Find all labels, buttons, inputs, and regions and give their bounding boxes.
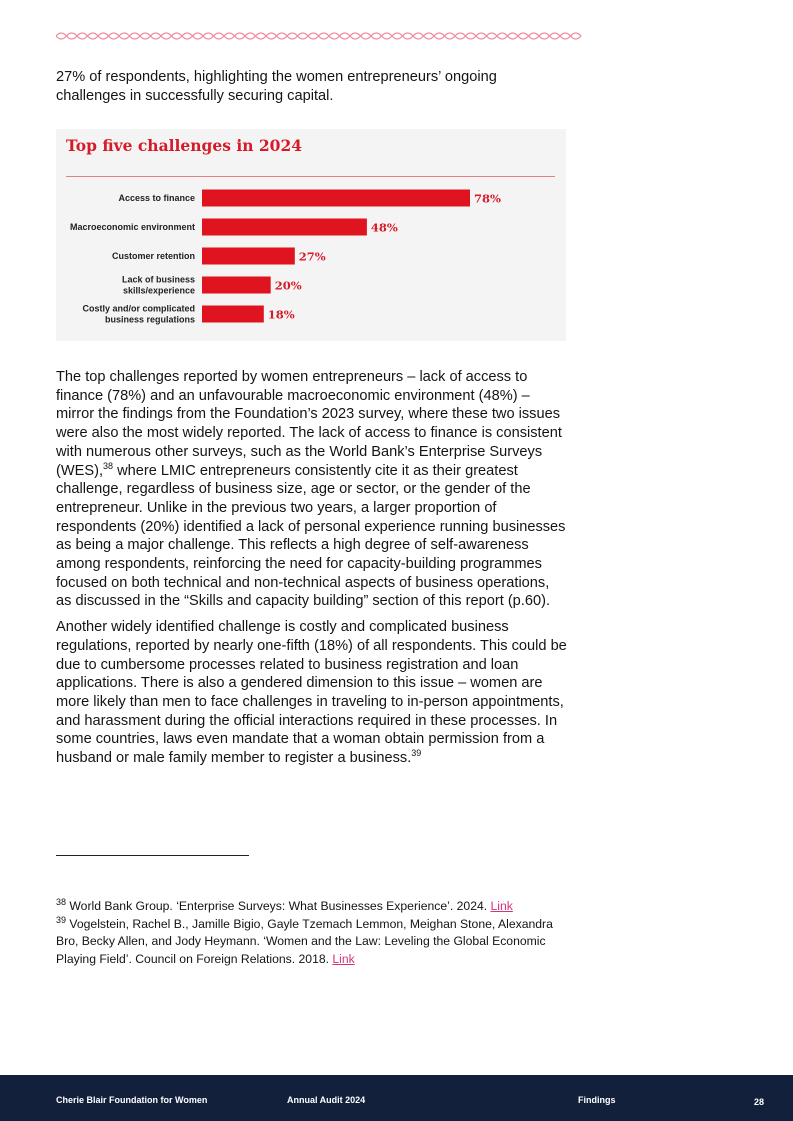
category-label-4-0: Costly and/or complicated xyxy=(82,303,195,314)
footnote-ref-38[interactable]: 38 xyxy=(103,460,114,471)
page-footer xyxy=(0,1075,793,1121)
footer-section: Findings xyxy=(578,1095,616,1105)
footnote-ref-39[interactable]: 39 xyxy=(411,748,422,759)
bar-1 xyxy=(202,219,367,236)
category-label-3-0: Lack of business xyxy=(121,274,195,285)
bar-0 xyxy=(202,190,470,207)
value-label-0: 78% xyxy=(474,191,501,206)
body-paragraph-1 xyxy=(56,368,568,611)
value-label-1: 48% xyxy=(370,220,398,235)
footer-page-number: 28 xyxy=(754,1097,765,1107)
footnote-38 xyxy=(56,898,571,916)
value-label-3: 20% xyxy=(274,278,302,293)
intro-paragraph: 27% of respondents, highlighting the women entrepreneurs’ ongoing challenges in successfully securing capital. xyxy=(56,69,497,104)
category-label-4-1: business regulations xyxy=(104,314,195,325)
footnote-number-38: 38 xyxy=(56,896,67,907)
footnote-38-text: World Bank Group. ‘Enterprise Surveys: What Businesses Experience’. 2024. xyxy=(66,899,491,913)
footnote-39-text: Vogelstein, Rachel B., Jamille Bigio, Gayle Tzemach Lemmon, Meighan Stone, Alexandra Bro, Becky Allen, and Jody Heymann. ‘Women and the Law: Leveling the Global Economic Playing Field’. Council on Foreign Relations. 2018. xyxy=(56,916,553,966)
bar-4 xyxy=(202,306,264,323)
value-label-2: 27% xyxy=(298,249,326,264)
footnote-39 xyxy=(56,916,571,969)
value-label-4: 18% xyxy=(267,307,295,322)
bar-3 xyxy=(202,277,271,294)
body-paragraph-1-part-b: where LMIC entrepreneurs consistently cite it as their greatest challenge, regardless of business size, age or sector, or the gender of the entrepreneur. Unlike in the previous two years, a larger proportion of respondents (20%) identified a lack of personal experience running businesses as being a major challenge. This reflects a high degree of self-awareness among respondents, reinforcing the need for capacity-building programmes focused on both technical and non-technical aspects of business operations, as discussed in the “Skills and capacity building” section of this report (p.60). xyxy=(56,462,566,610)
body-paragraph-1-part-a: The top challenges reported by women entrepreneurs – lack of access to finance (78%) and an unfavourable macroeconomic environment (48%) – mirror the findings from the Foundation’s 2023 survey, where these two issues were also the most widely reported. The lack of access to finance is consistent with numerous other surveys, such as the World Bank’s Enterprise Surveys (WES), xyxy=(56,369,562,479)
category-label-2-0: Customer retention xyxy=(111,251,195,261)
body-text xyxy=(56,368,568,775)
body-paragraph-2 xyxy=(56,618,568,768)
category-label-1-0: Macroeconomic environment xyxy=(69,222,195,232)
decorative-wave-line xyxy=(56,30,588,42)
chart-plot xyxy=(56,129,566,341)
footer-org: Cherie Blair Foundation for Women xyxy=(56,1095,208,1105)
bar-2 xyxy=(202,248,295,265)
challenges-chart xyxy=(56,129,566,341)
category-label-0-0: Access to finance xyxy=(118,193,195,203)
body-paragraph-2-text: Another widely identified challenge is costly and complicated business regulations, reported by nearly one-fifth (18%) of all respondents. This could be due to cumbersome processes related to business registration and loan applications. There is also a gendered dimension to this issue – women are more likely than men to face challenges in traveling to in-person appointments, and harassment during the official interactions required in these processes. In some countries, laws even mandate that a woman obtain permission from a husband or male family member to register a business. xyxy=(56,619,567,767)
footnote-divider xyxy=(56,855,249,856)
footnote-38-link[interactable]: Link xyxy=(490,899,513,913)
chart-title: Top five challenges in 2024 xyxy=(66,136,303,155)
footnote-number-39: 39 xyxy=(56,914,67,925)
category-label-3-1: skills/experience xyxy=(122,285,195,296)
footnote-39-link[interactable]: Link xyxy=(332,951,355,966)
footer-report: Annual Audit 2024 xyxy=(287,1095,366,1105)
footnotes xyxy=(56,898,571,968)
